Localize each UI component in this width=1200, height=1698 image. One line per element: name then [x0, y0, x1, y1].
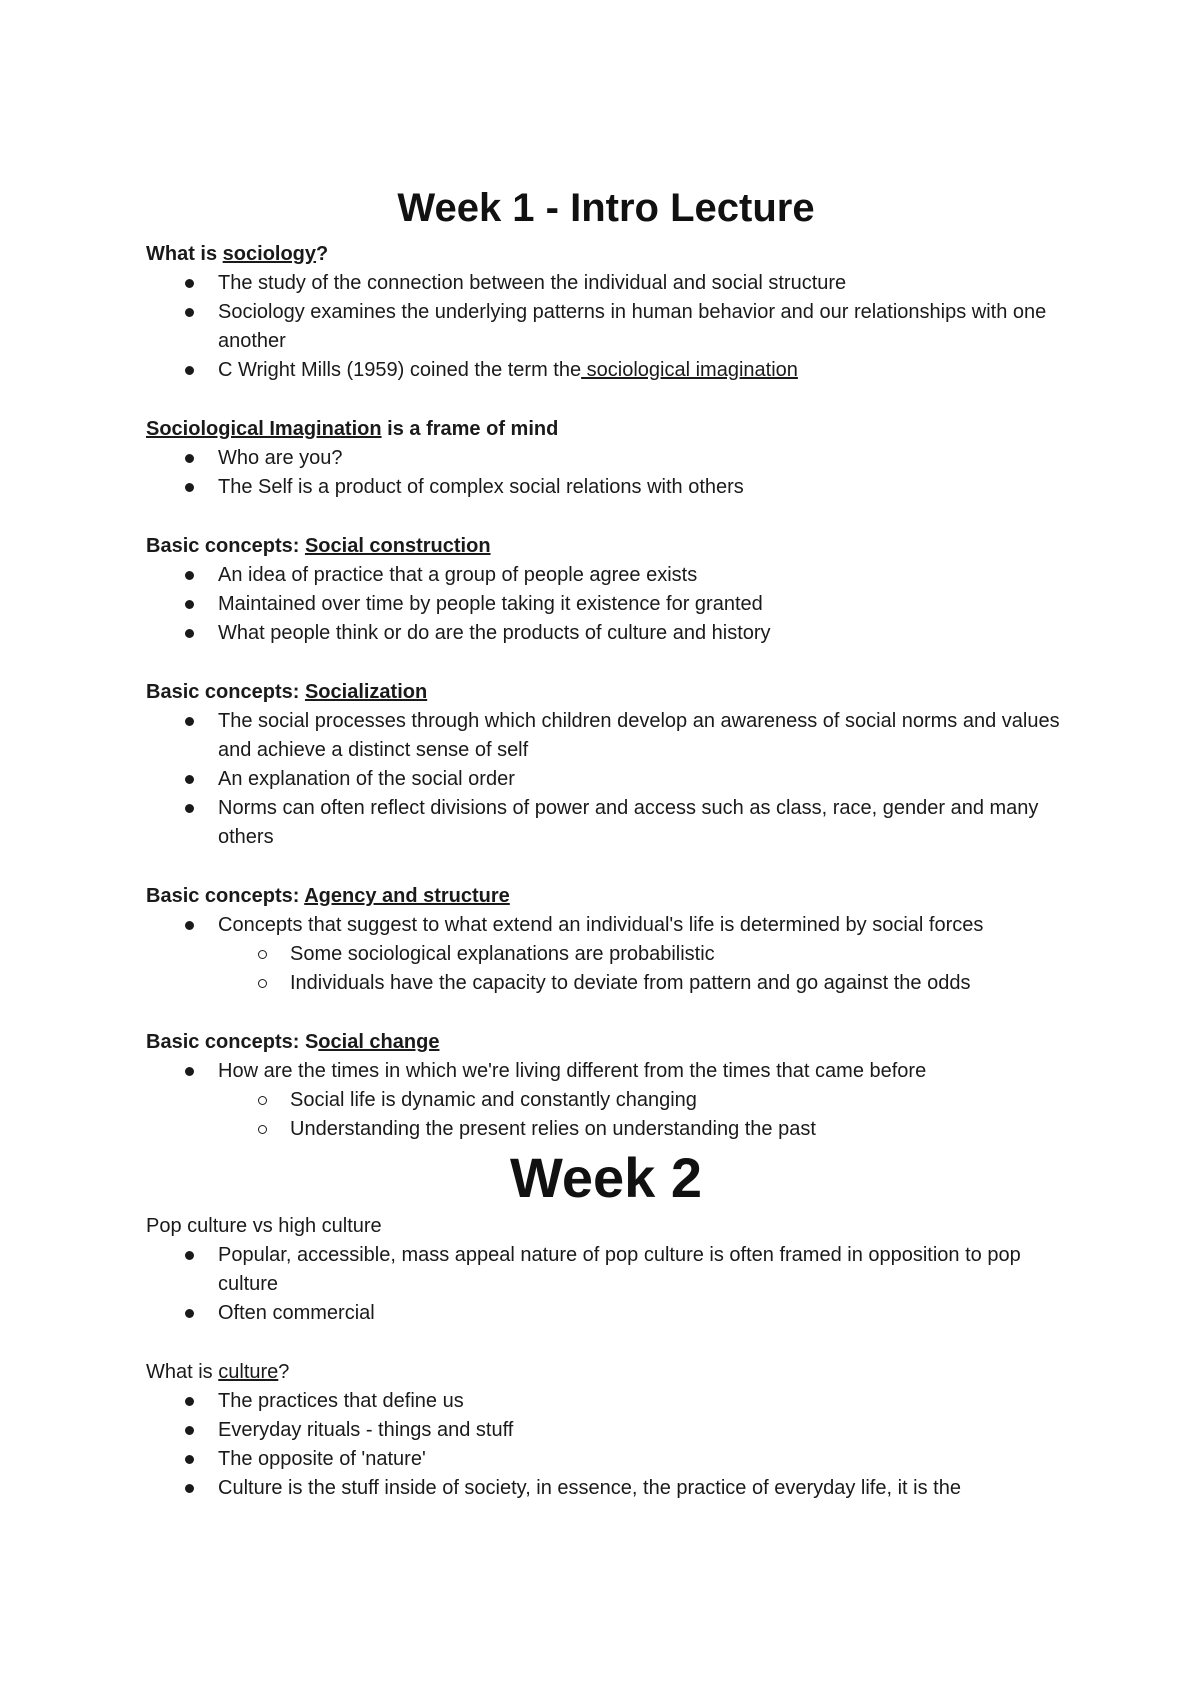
- hollow-bullet-icon: [258, 979, 267, 988]
- section-heading-pop-culture: Pop culture vs high culture: [146, 1215, 382, 1237]
- week1-title: Week 1 - Intro Lecture: [397, 186, 815, 230]
- list-item: The practices that define us: [146, 1387, 1066, 1416]
- document-content: [146, 180, 1066, 1503]
- bullet-icon: [185, 483, 194, 492]
- bullet-icon: [185, 1397, 194, 1406]
- bullet-list: [146, 1241, 1066, 1328]
- bullet-list: [146, 1387, 1066, 1503]
- term-sociological-imagination: sociological imagination: [581, 359, 798, 381]
- bullet-list: [146, 1057, 1066, 1144]
- list-item: Sociology examines the underlying patterns in human behavior and our relationships with one another: [146, 298, 1066, 356]
- bullet-list: [146, 269, 1066, 385]
- list-item: C Wright Mills (1959) coined the term the sociological imagination: [146, 356, 1066, 385]
- bullet-list: [146, 561, 1066, 648]
- bullet-icon: [185, 1426, 194, 1435]
- section-heading-social-construction: Basic concepts: Social construction: [146, 535, 491, 557]
- bullet-icon: [185, 921, 194, 930]
- list-item: Often commercial: [146, 1299, 1066, 1328]
- list-item: The social processes through which children develop an awareness of social norms and values and achieve a distinct sense of self: [146, 707, 1066, 765]
- bullet-icon: [185, 308, 194, 317]
- section-heading-sociology: What is sociology?: [146, 243, 329, 265]
- list-item: Who are you?: [146, 444, 1066, 473]
- section-heading-culture: What is culture?: [146, 1361, 290, 1383]
- sub-list-item: Individuals have the capacity to deviate from pattern and go against the odds: [146, 969, 1066, 998]
- bullet-icon: [185, 1251, 194, 1260]
- list-item: Popular, accessible, mass appeal nature of pop culture is often framed in opposition to pop culture: [146, 1241, 1066, 1299]
- bullet-icon: [185, 775, 194, 784]
- list-item: An idea of practice that a group of people agree exists: [146, 561, 1066, 590]
- bullet-icon: [185, 717, 194, 726]
- list-item: The Self is a product of complex social relations with others: [146, 473, 1066, 502]
- bullet-icon: [185, 366, 194, 375]
- hollow-bullet-icon: [258, 1125, 267, 1134]
- bullet-icon: [185, 571, 194, 580]
- hollow-bullet-icon: [258, 950, 267, 959]
- bullet-icon: [185, 600, 194, 609]
- week2-title: Week 2: [510, 1146, 702, 1209]
- list-item: Maintained over time by people taking it existence for granted: [146, 590, 1066, 619]
- bullet-list: [146, 707, 1066, 852]
- list-item: How are the times in which we're living different from the times that came before: [146, 1057, 1066, 1086]
- section-heading-socialization: Basic concepts: Socialization: [146, 681, 428, 703]
- section-heading-agency-structure: Basic concepts: Agency and structure: [146, 885, 510, 907]
- bullet-list: [146, 911, 1066, 998]
- list-item: An explanation of the social order: [146, 765, 1066, 794]
- sub-list-item: Some sociological explanations are probabilistic: [146, 940, 1066, 969]
- list-item: Concepts that suggest to what extend an individual's life is determined by social forces: [146, 911, 1066, 940]
- list-item: The opposite of 'nature': [146, 1445, 1066, 1474]
- bullet-icon: [185, 1455, 194, 1464]
- list-item: The study of the connection between the individual and social structure: [146, 269, 1066, 298]
- list-item: What people think or do are the products of culture and history: [146, 619, 1066, 648]
- list-item: Everyday rituals - things and stuff: [146, 1416, 1066, 1445]
- bullet-icon: [185, 1484, 194, 1493]
- bullet-icon: [185, 629, 194, 638]
- list-item: Norms can often reflect divisions of power and access such as class, race, gender and many others: [146, 794, 1066, 852]
- section-heading-sociological-imagination: Sociological Imagination is a frame of mind: [146, 418, 559, 440]
- section-heading-social-change: Basic concepts: Social change: [146, 1031, 440, 1053]
- sub-list-item: Social life is dynamic and constantly changing: [146, 1086, 1066, 1115]
- bullet-icon: [185, 279, 194, 288]
- bullet-icon: [185, 1309, 194, 1318]
- hollow-bullet-icon: [258, 1096, 267, 1105]
- term-sociology: sociology: [222, 243, 317, 265]
- bullet-list: [146, 444, 1066, 502]
- bullet-icon: [185, 454, 194, 463]
- bullet-icon: [185, 1067, 194, 1076]
- sub-list-item: Understanding the present relies on understanding the past: [146, 1115, 1066, 1144]
- list-item: Culture is the stuff inside of society, in essence, the practice of everyday life, it is the: [146, 1474, 1066, 1503]
- bullet-icon: [185, 804, 194, 813]
